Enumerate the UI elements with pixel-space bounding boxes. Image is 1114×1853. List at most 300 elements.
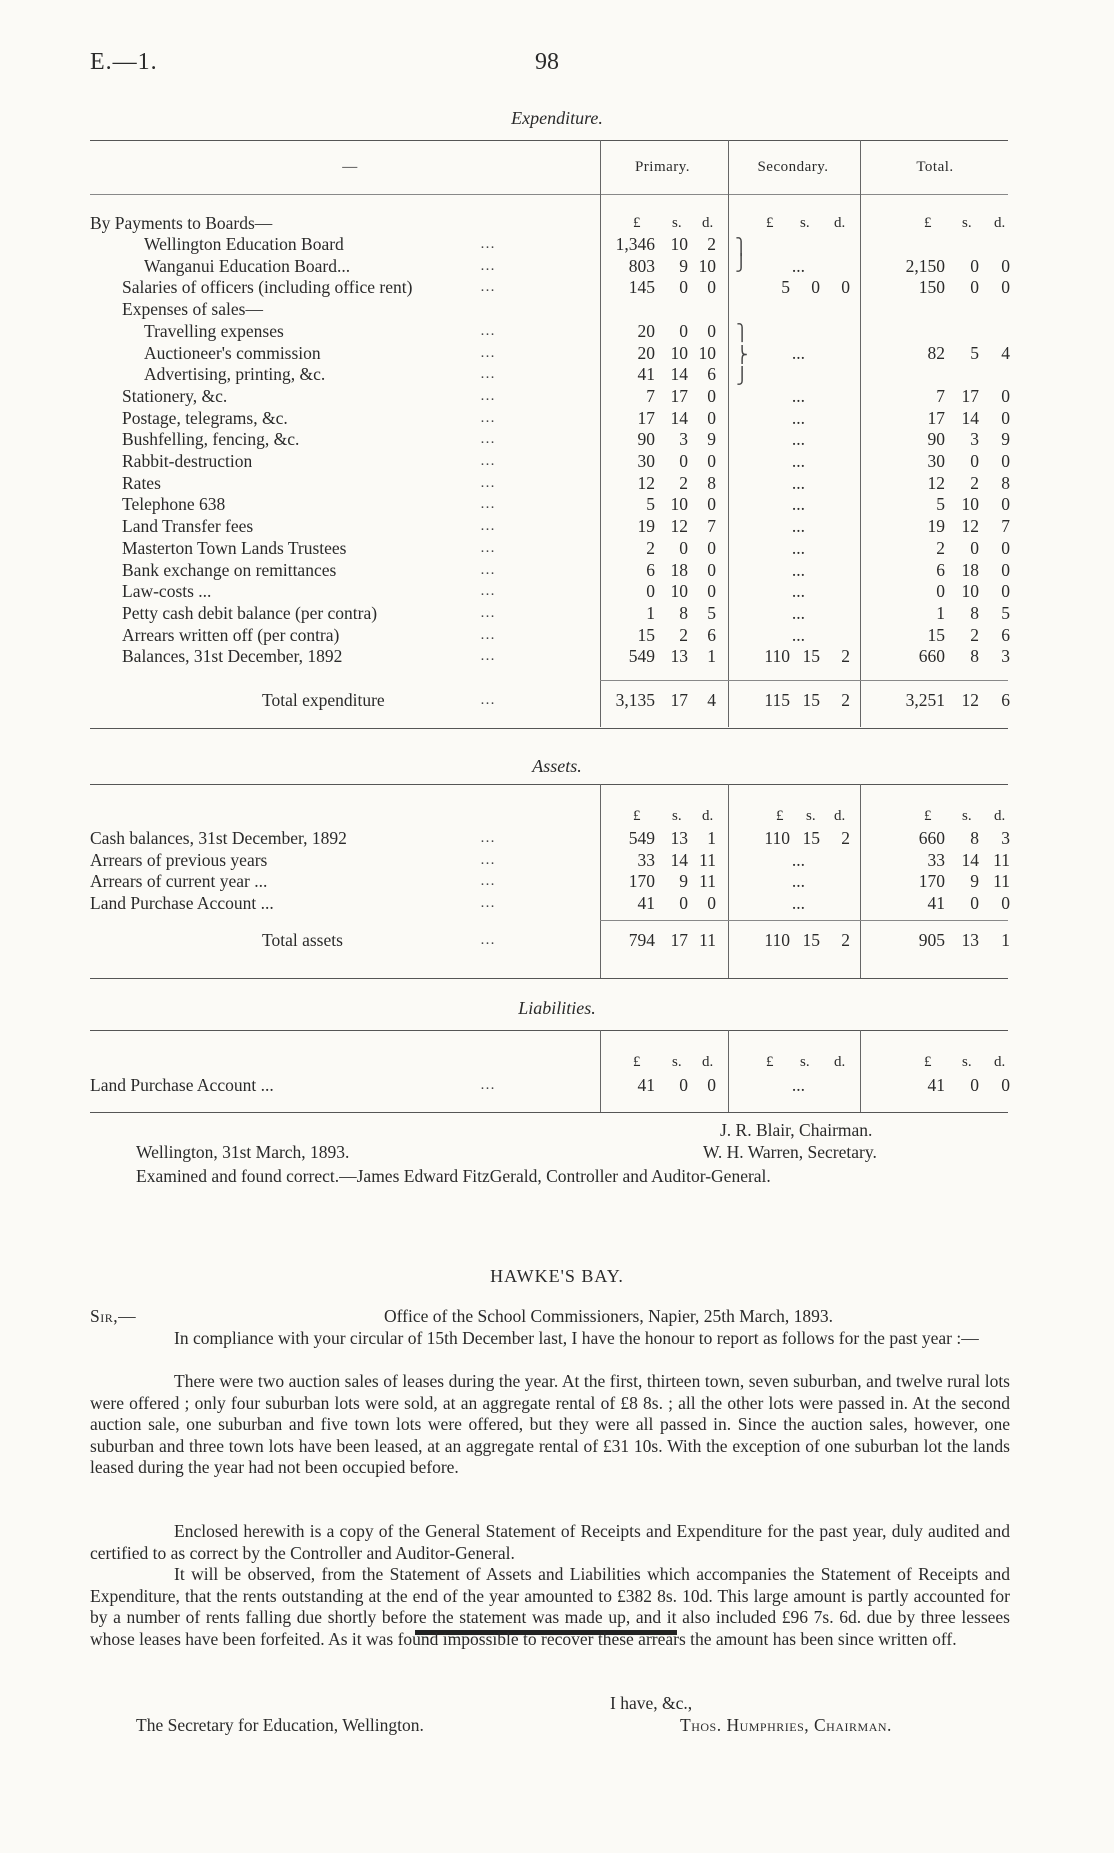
- unit-shillings: s.: [672, 215, 682, 231]
- salutation: Sir,—: [90, 1306, 137, 1326]
- total-pounds: 1: [936, 602, 945, 623]
- expenditure-row: [0, 299, 1114, 320]
- asset-row: [0, 850, 1114, 871]
- primary-pounds: 6: [646, 559, 655, 580]
- primary-shillings: 13: [670, 646, 688, 667]
- expenditure-row: [0, 581, 1114, 602]
- primary-pence: 5: [707, 602, 716, 623]
- total-pounds: 41: [927, 1075, 945, 1095]
- leader-dots: …: [480, 409, 505, 426]
- primary-pounds: 41: [637, 364, 655, 385]
- total-pounds: 2: [936, 537, 945, 558]
- expenditure-row: [0, 625, 1114, 646]
- total-pounds: 6: [936, 559, 945, 580]
- row-label: Balances, 31st December, 1892: [122, 646, 343, 667]
- brace: ⎭: [736, 368, 748, 385]
- letter-paragraph: In compliance with your circular of 15th December last, I have the honour to report as follows for the past year :—: [174, 1328, 979, 1348]
- primary-pounds: 1,346: [615, 234, 655, 254]
- total-shillings: 14: [961, 407, 979, 428]
- row-label: Auctioneer's commission: [144, 342, 321, 363]
- total-pounds: 7: [936, 385, 945, 406]
- primary-shillings: 2: [679, 472, 688, 493]
- primary-pence: 11: [699, 849, 716, 870]
- primary-pounds: 170: [628, 871, 655, 892]
- total-pounds: 2,150: [905, 255, 945, 276]
- unit-pound: £: [633, 1054, 641, 1070]
- row-label: Total assets: [262, 930, 343, 950]
- unit-pound: £: [924, 1054, 932, 1070]
- total-pence: 0: [1001, 537, 1010, 558]
- secondary-pence: 2: [841, 690, 850, 710]
- primary-shillings: 0: [679, 320, 688, 341]
- total-shillings: 0: [970, 1075, 979, 1095]
- total-shillings: 3: [970, 429, 979, 450]
- total-shillings: 12: [961, 690, 979, 710]
- unit-shillings: s.: [672, 1054, 682, 1070]
- primary-pounds: 19: [637, 516, 655, 537]
- row-label: Rabbit-destruction: [122, 451, 253, 471]
- leader-dots: …: [480, 236, 505, 252]
- secondary-pence: 0: [841, 277, 850, 298]
- primary-pence: 0: [707, 320, 716, 341]
- primary-pounds: 41: [637, 893, 655, 914]
- primary-pence: 11: [699, 930, 716, 950]
- total-pence: 0: [1001, 494, 1010, 515]
- expenditure-row: [0, 343, 1114, 364]
- row-label: Bank exchange on remittances: [122, 559, 337, 580]
- unit-shillings: s.: [800, 1054, 810, 1070]
- total-pounds: 30: [927, 451, 945, 471]
- total-shillings: 14: [961, 849, 979, 870]
- expenditure-row: [0, 516, 1114, 537]
- unit-pound: £: [633, 215, 641, 231]
- secondary-pounds: 110: [764, 930, 790, 950]
- expenditure-row: [0, 364, 1114, 385]
- leader-dots: …: [480, 851, 505, 868]
- total-pence: 5: [1001, 602, 1010, 623]
- total-pence: 0: [1001, 1075, 1010, 1095]
- primary-pence: 0: [707, 451, 716, 471]
- secondary-empty: ...: [791, 494, 805, 515]
- primary-shillings: 0: [679, 451, 688, 471]
- page-number: 98: [535, 49, 559, 75]
- primary-pence: 0: [707, 559, 716, 580]
- page-reference: E.—1.: [90, 49, 158, 75]
- primary-shillings: 2: [679, 624, 688, 645]
- total-pence: 9: [1001, 429, 1010, 450]
- secondary-empty: ...: [791, 537, 805, 558]
- row-label: Cash balances, 31st December, 1892: [90, 828, 347, 848]
- primary-pence: 0: [707, 581, 716, 602]
- row-label: Advertising, printing, &c.: [144, 364, 326, 385]
- primary-pence: 2: [707, 234, 716, 254]
- assets-title: Assets.: [532, 756, 582, 776]
- total-pounds: 905: [918, 930, 945, 950]
- secondary-empty: ...: [791, 385, 805, 406]
- letter-paragraph: It will be observed, from the Statement of Assets and Liabilities which accompanies the Statement of Receipts and Expenditure, that the rents outstanding at the end of the year amounted to £382 8s. 10d. This large amount is partly accounted for by a number of rents falling due shortly before the statement was made up, and it also included £96 7s. 6d. due by three lessees whose leases have been forfeited. As it was found impossible to recover these arrears the amount has been since written off.: [90, 1564, 1010, 1649]
- leader-dots: …: [480, 932, 505, 948]
- total-pence: 0: [1001, 255, 1010, 276]
- primary-shillings: 9: [679, 255, 688, 276]
- leader-dots: …: [480, 366, 505, 383]
- row-label: Petty cash debit balance (per contra): [122, 602, 378, 623]
- total-pence: 11: [993, 871, 1010, 892]
- row-label: Land Transfer fees: [122, 516, 254, 537]
- total-shillings: 13: [961, 930, 979, 950]
- primary-pounds: 33: [637, 849, 655, 870]
- primary-shillings: 12: [670, 516, 688, 537]
- total-shillings: 0: [970, 255, 979, 276]
- primary-pounds: 803: [628, 255, 655, 276]
- unit-shillings: s.: [962, 1054, 972, 1070]
- primary-shillings: 18: [670, 559, 688, 580]
- row-label: Arrears of previous years: [90, 849, 268, 870]
- letter-closing: I have, &c.,: [610, 1693, 693, 1713]
- leader-dots: …: [480, 873, 505, 890]
- primary-pence: 0: [707, 494, 716, 515]
- leader-dots: …: [480, 257, 505, 274]
- leader-dots: …: [480, 648, 505, 665]
- total-shillings: 17: [961, 385, 979, 406]
- secondary-pence: 2: [841, 828, 850, 848]
- unit-shillings: s.: [962, 215, 972, 231]
- total-rule: [600, 680, 1008, 681]
- row-label: Salaries of officers (including office rent): [122, 277, 413, 298]
- primary-pounds: 549: [628, 828, 655, 848]
- row-label: Total expenditure: [262, 690, 385, 710]
- primary-pounds: 3,135: [615, 690, 655, 710]
- unit-pound: £: [924, 808, 932, 824]
- row-label: Land Purchase Account ...: [90, 893, 274, 914]
- total-pounds: 3,251: [905, 690, 945, 710]
- total-pence: 4: [1001, 342, 1010, 363]
- row-label: Arrears of current year ...: [90, 871, 268, 892]
- leader-dots: …: [480, 583, 505, 600]
- unit-pence: d.: [994, 215, 1006, 231]
- total-shillings: 18: [961, 559, 979, 580]
- secondary-empty: ...: [791, 516, 805, 537]
- primary-shillings: 0: [679, 1075, 688, 1095]
- total-pence: 0: [1001, 581, 1010, 602]
- expenditure-row: [0, 473, 1114, 494]
- total-pounds: 660: [918, 828, 945, 848]
- total-pounds: 90: [927, 429, 945, 450]
- row-label: Bushfelling, fencing, &c.: [122, 429, 300, 450]
- total-pence: 0: [1001, 277, 1010, 298]
- leader-dots: …: [480, 453, 505, 469]
- row-label: Law-costs ...: [122, 581, 212, 602]
- primary-pence: 8: [707, 472, 716, 493]
- secondary-empty: ...: [791, 893, 805, 914]
- secondary-pounds: 115: [764, 690, 790, 710]
- primary-pounds: 549: [628, 646, 655, 667]
- unit-pence: d.: [994, 1054, 1006, 1070]
- row-label: Telephone 638: [122, 494, 226, 515]
- secondary-shillings: 0: [811, 277, 820, 298]
- leader-dots: …: [480, 344, 505, 361]
- primary-pence: 0: [707, 407, 716, 428]
- expenditure-row: [0, 560, 1114, 581]
- leader-dots: …: [480, 279, 505, 296]
- primary-shillings: 17: [670, 930, 688, 950]
- primary-pounds: 145: [628, 277, 655, 298]
- row-label: Rates: [122, 472, 161, 493]
- primary-shillings: 14: [670, 407, 688, 428]
- leader-dots: …: [480, 895, 505, 912]
- table-rule: [90, 1030, 1008, 1031]
- secondary-shillings: 15: [802, 646, 820, 667]
- total-pounds: 17: [927, 407, 945, 428]
- unit-shillings: s.: [800, 215, 810, 231]
- secondary-pounds: 5: [781, 277, 790, 298]
- row-label: Wanganui Education Board...: [144, 255, 351, 276]
- leader-dots: …: [480, 692, 505, 708]
- unit-pound: £: [766, 1054, 774, 1070]
- brace: ⎫: [736, 325, 748, 342]
- total-shillings: 12: [961, 516, 979, 537]
- secondary-empty: ...: [791, 429, 805, 450]
- assets-units-row: [0, 806, 1114, 827]
- expenditure-row: [0, 256, 1114, 277]
- total-pounds: 5: [936, 494, 945, 515]
- row-label: Arrears written off (per contra): [122, 624, 340, 645]
- expenditure-row: [0, 429, 1114, 450]
- total-pounds: 12: [927, 472, 945, 493]
- expenditure-title: Expenditure.: [511, 108, 603, 128]
- total-shillings: 0: [970, 451, 979, 471]
- total-pounds: 33: [927, 849, 945, 870]
- secondary-empty: ...: [791, 871, 805, 892]
- total-pence: 6: [1001, 624, 1010, 645]
- row-label: Masterton Town Lands Trustees: [122, 537, 347, 558]
- chairman-signature: J. R. Blair, Chairman.: [720, 1120, 873, 1140]
- total-expenditure-row: [0, 690, 1114, 711]
- total-shillings: 0: [970, 537, 979, 558]
- total-pence: 3: [1001, 646, 1010, 667]
- primary-shillings: 0: [679, 537, 688, 558]
- asset-row: [0, 828, 1114, 849]
- primary-shillings: 14: [670, 849, 688, 870]
- unit-pence: d.: [994, 808, 1006, 824]
- letter-address: Office of the School Commissioners, Napier, 25th March, 1893.: [384, 1306, 834, 1326]
- primary-pence: 1: [707, 646, 716, 667]
- column-header-secondary: Secondary.: [757, 159, 829, 175]
- total-assets-row: [0, 930, 1114, 951]
- total-shillings: 9: [970, 871, 979, 892]
- expenditure-row: [0, 234, 1114, 255]
- primary-pence: 0: [707, 277, 716, 298]
- table-rule: [90, 194, 1008, 195]
- primary-pounds: 0: [646, 581, 655, 602]
- unit-pence: d.: [834, 1054, 846, 1070]
- row-label: Travelling expenses: [144, 320, 284, 341]
- leader-dots: …: [480, 830, 505, 846]
- leader-dots: …: [480, 626, 505, 643]
- total-shillings: 2: [970, 624, 979, 645]
- table-rule: [90, 728, 1008, 729]
- primary-pence: 10: [698, 255, 716, 276]
- unit-pound: £: [924, 215, 932, 231]
- expenditure-row: [0, 277, 1114, 298]
- total-shillings: 8: [970, 646, 979, 667]
- secondary-shillings: 15: [802, 828, 820, 848]
- primary-shillings: 10: [670, 581, 688, 602]
- secondary-pounds: 110: [764, 646, 790, 667]
- primary-pence: 11: [699, 871, 716, 892]
- total-pounds: 19: [927, 516, 945, 537]
- primary-pence: 9: [707, 429, 716, 450]
- auditor-certification: Examined and found correct.—James Edward FitzGerald, Controller and Auditor-General.: [136, 1166, 771, 1186]
- primary-shillings: 0: [679, 893, 688, 914]
- letter-paragraph: Enclosed herewith is a copy of the General Statement of Receipts and Expenditure for the past year, duly audited and certified to as correct by the Controller and Auditor-General.: [90, 1521, 1010, 1563]
- total-pence: 0: [1001, 451, 1010, 471]
- primary-pence: 0: [707, 893, 716, 914]
- primary-pence: 0: [707, 385, 716, 406]
- total-shillings: 10: [961, 494, 979, 515]
- primary-shillings: 10: [670, 342, 688, 363]
- table-rule: [90, 784, 1008, 785]
- primary-pence: 7: [707, 516, 716, 537]
- expenditure-row: [0, 494, 1114, 515]
- secondary-empty: ...: [791, 407, 805, 428]
- liabilities-title: Liabilities.: [518, 998, 596, 1018]
- secondary-empty: ...: [791, 624, 805, 645]
- secondary-empty: ...: [791, 451, 805, 471]
- primary-pounds: 15: [637, 624, 655, 645]
- primary-pounds: 12: [637, 472, 655, 493]
- total-shillings: 10: [961, 581, 979, 602]
- total-pence: 0: [1001, 893, 1010, 914]
- secretary-signature: W. H. Warren, Secretary.: [703, 1142, 877, 1162]
- total-shillings: 0: [970, 277, 979, 298]
- primary-pence: 6: [707, 624, 716, 645]
- expenditure-row: [0, 386, 1114, 407]
- total-pounds: 82: [927, 342, 945, 363]
- brace: ⎬: [736, 347, 748, 364]
- total-pounds: 150: [918, 277, 945, 298]
- primary-pounds: 20: [637, 342, 655, 363]
- primary-pounds: 7: [646, 385, 655, 406]
- primary-pounds: 2: [646, 537, 655, 558]
- secondary-empty: ...: [791, 581, 805, 602]
- row-label: Stationery, &c.: [122, 385, 228, 406]
- expenditure-row: [0, 451, 1114, 472]
- secondary-pounds: 110: [764, 828, 790, 848]
- primary-pounds: 90: [637, 429, 655, 450]
- secondary-empty: ...: [791, 255, 805, 276]
- primary-pence: 0: [707, 1075, 716, 1095]
- secondary-shillings: 15: [802, 930, 820, 950]
- unit-shillings: s.: [806, 808, 816, 824]
- table-rule: [90, 1112, 1008, 1113]
- letter-signature: Thos. Humphries, Chairman.: [680, 1715, 892, 1735]
- secondary-empty: ...: [791, 559, 805, 580]
- leader-dots: …: [480, 387, 505, 404]
- primary-pounds: 17: [637, 407, 655, 428]
- row-label: Postage, telegrams, &c.: [122, 407, 288, 428]
- table-rule: [90, 140, 1008, 141]
- total-pence: 1: [1001, 930, 1010, 950]
- primary-shillings: 9: [679, 871, 688, 892]
- leader-dots: …: [480, 496, 505, 513]
- secondary-empty: ...: [791, 472, 805, 493]
- unit-shillings: s.: [962, 808, 972, 824]
- total-shillings: 2: [970, 472, 979, 493]
- total-pounds: 41: [927, 893, 945, 914]
- total-pounds: 15: [927, 624, 945, 645]
- leader-dots: …: [480, 518, 505, 535]
- unit-pound: £: [776, 808, 784, 824]
- secondary-empty: ...: [791, 1075, 805, 1095]
- row-label: Wellington Education Board: [144, 234, 344, 254]
- primary-shillings: 10: [670, 234, 688, 254]
- primary-shillings: 0: [679, 277, 688, 298]
- primary-pence: 10: [698, 342, 716, 363]
- primary-shillings: 10: [670, 494, 688, 515]
- expenditure-row: [0, 646, 1114, 667]
- expenditure-row: [0, 603, 1114, 624]
- unit-pound: £: [766, 215, 774, 231]
- liabilities-units-row: [0, 1052, 1114, 1073]
- primary-pounds: 41: [637, 1075, 655, 1095]
- primary-pounds: 1: [646, 602, 655, 623]
- row-label: By Payments to Boards—: [90, 213, 273, 233]
- total-pence: 8: [1001, 472, 1010, 493]
- unit-pence: d.: [702, 808, 714, 824]
- place-and-date: Wellington, 31st March, 1893.: [136, 1142, 350, 1162]
- primary-shillings: 13: [670, 828, 688, 848]
- primary-shillings: 17: [670, 385, 688, 406]
- total-pounds: 170: [918, 871, 945, 892]
- expenditure-row: [0, 538, 1114, 559]
- letter-paragraph: There were two auction sales of leases during the year. At the first, thirteen town, seven suburban, and twelve rural lots were offered ; only four suburban lots were sold, at an aggregate rental of £8 8s. ; all the other lots were passed in. At the second auction sale, one suburban and five town lots were offered, but they were all passed in. Since the auction sales, however, one suburban and three town lots have been leased, at an aggregate rental of £31 10s. With the exception of one suburban lot the lands leased during the year had not been occupied before.: [90, 1371, 1010, 1477]
- secondary-pence: 2: [841, 646, 850, 667]
- total-pence: 6: [1001, 690, 1010, 710]
- primary-pounds: 794: [628, 930, 655, 950]
- total-shillings: 8: [970, 602, 979, 623]
- expenditure-row: [0, 321, 1114, 342]
- total-pence: 11: [993, 849, 1010, 870]
- liability-row: [0, 1075, 1114, 1096]
- total-pounds: 0: [936, 581, 945, 602]
- unit-pence: d.: [834, 215, 846, 231]
- secondary-pence: 2: [841, 930, 850, 950]
- total-pence: 7: [1001, 516, 1010, 537]
- row-label: Expenses of sales—: [122, 299, 263, 320]
- asset-row: [0, 871, 1114, 892]
- leader-dots: …: [480, 539, 505, 556]
- asset-row: [0, 893, 1114, 914]
- total-shillings: 5: [970, 342, 979, 363]
- total-pence: 0: [1001, 407, 1010, 428]
- column-header-total: Total.: [916, 159, 954, 175]
- leader-dots: …: [480, 431, 505, 448]
- leader-dots: …: [480, 1077, 505, 1093]
- secondary-shillings: 15: [802, 690, 820, 710]
- total-shillings: 0: [970, 893, 979, 914]
- primary-pounds: 20: [637, 320, 655, 341]
- total-pence: 0: [1001, 559, 1010, 580]
- total-pence: 3: [1001, 828, 1010, 848]
- expenditure-row: [0, 408, 1114, 429]
- leader-dots: …: [480, 604, 505, 621]
- unit-pence: d.: [702, 1054, 714, 1070]
- secondary-empty: ...: [791, 849, 805, 870]
- primary-pence: 0: [707, 537, 716, 558]
- primary-pounds: 5: [646, 494, 655, 515]
- leader-dots: …: [480, 474, 505, 491]
- total-shillings: 8: [970, 828, 979, 848]
